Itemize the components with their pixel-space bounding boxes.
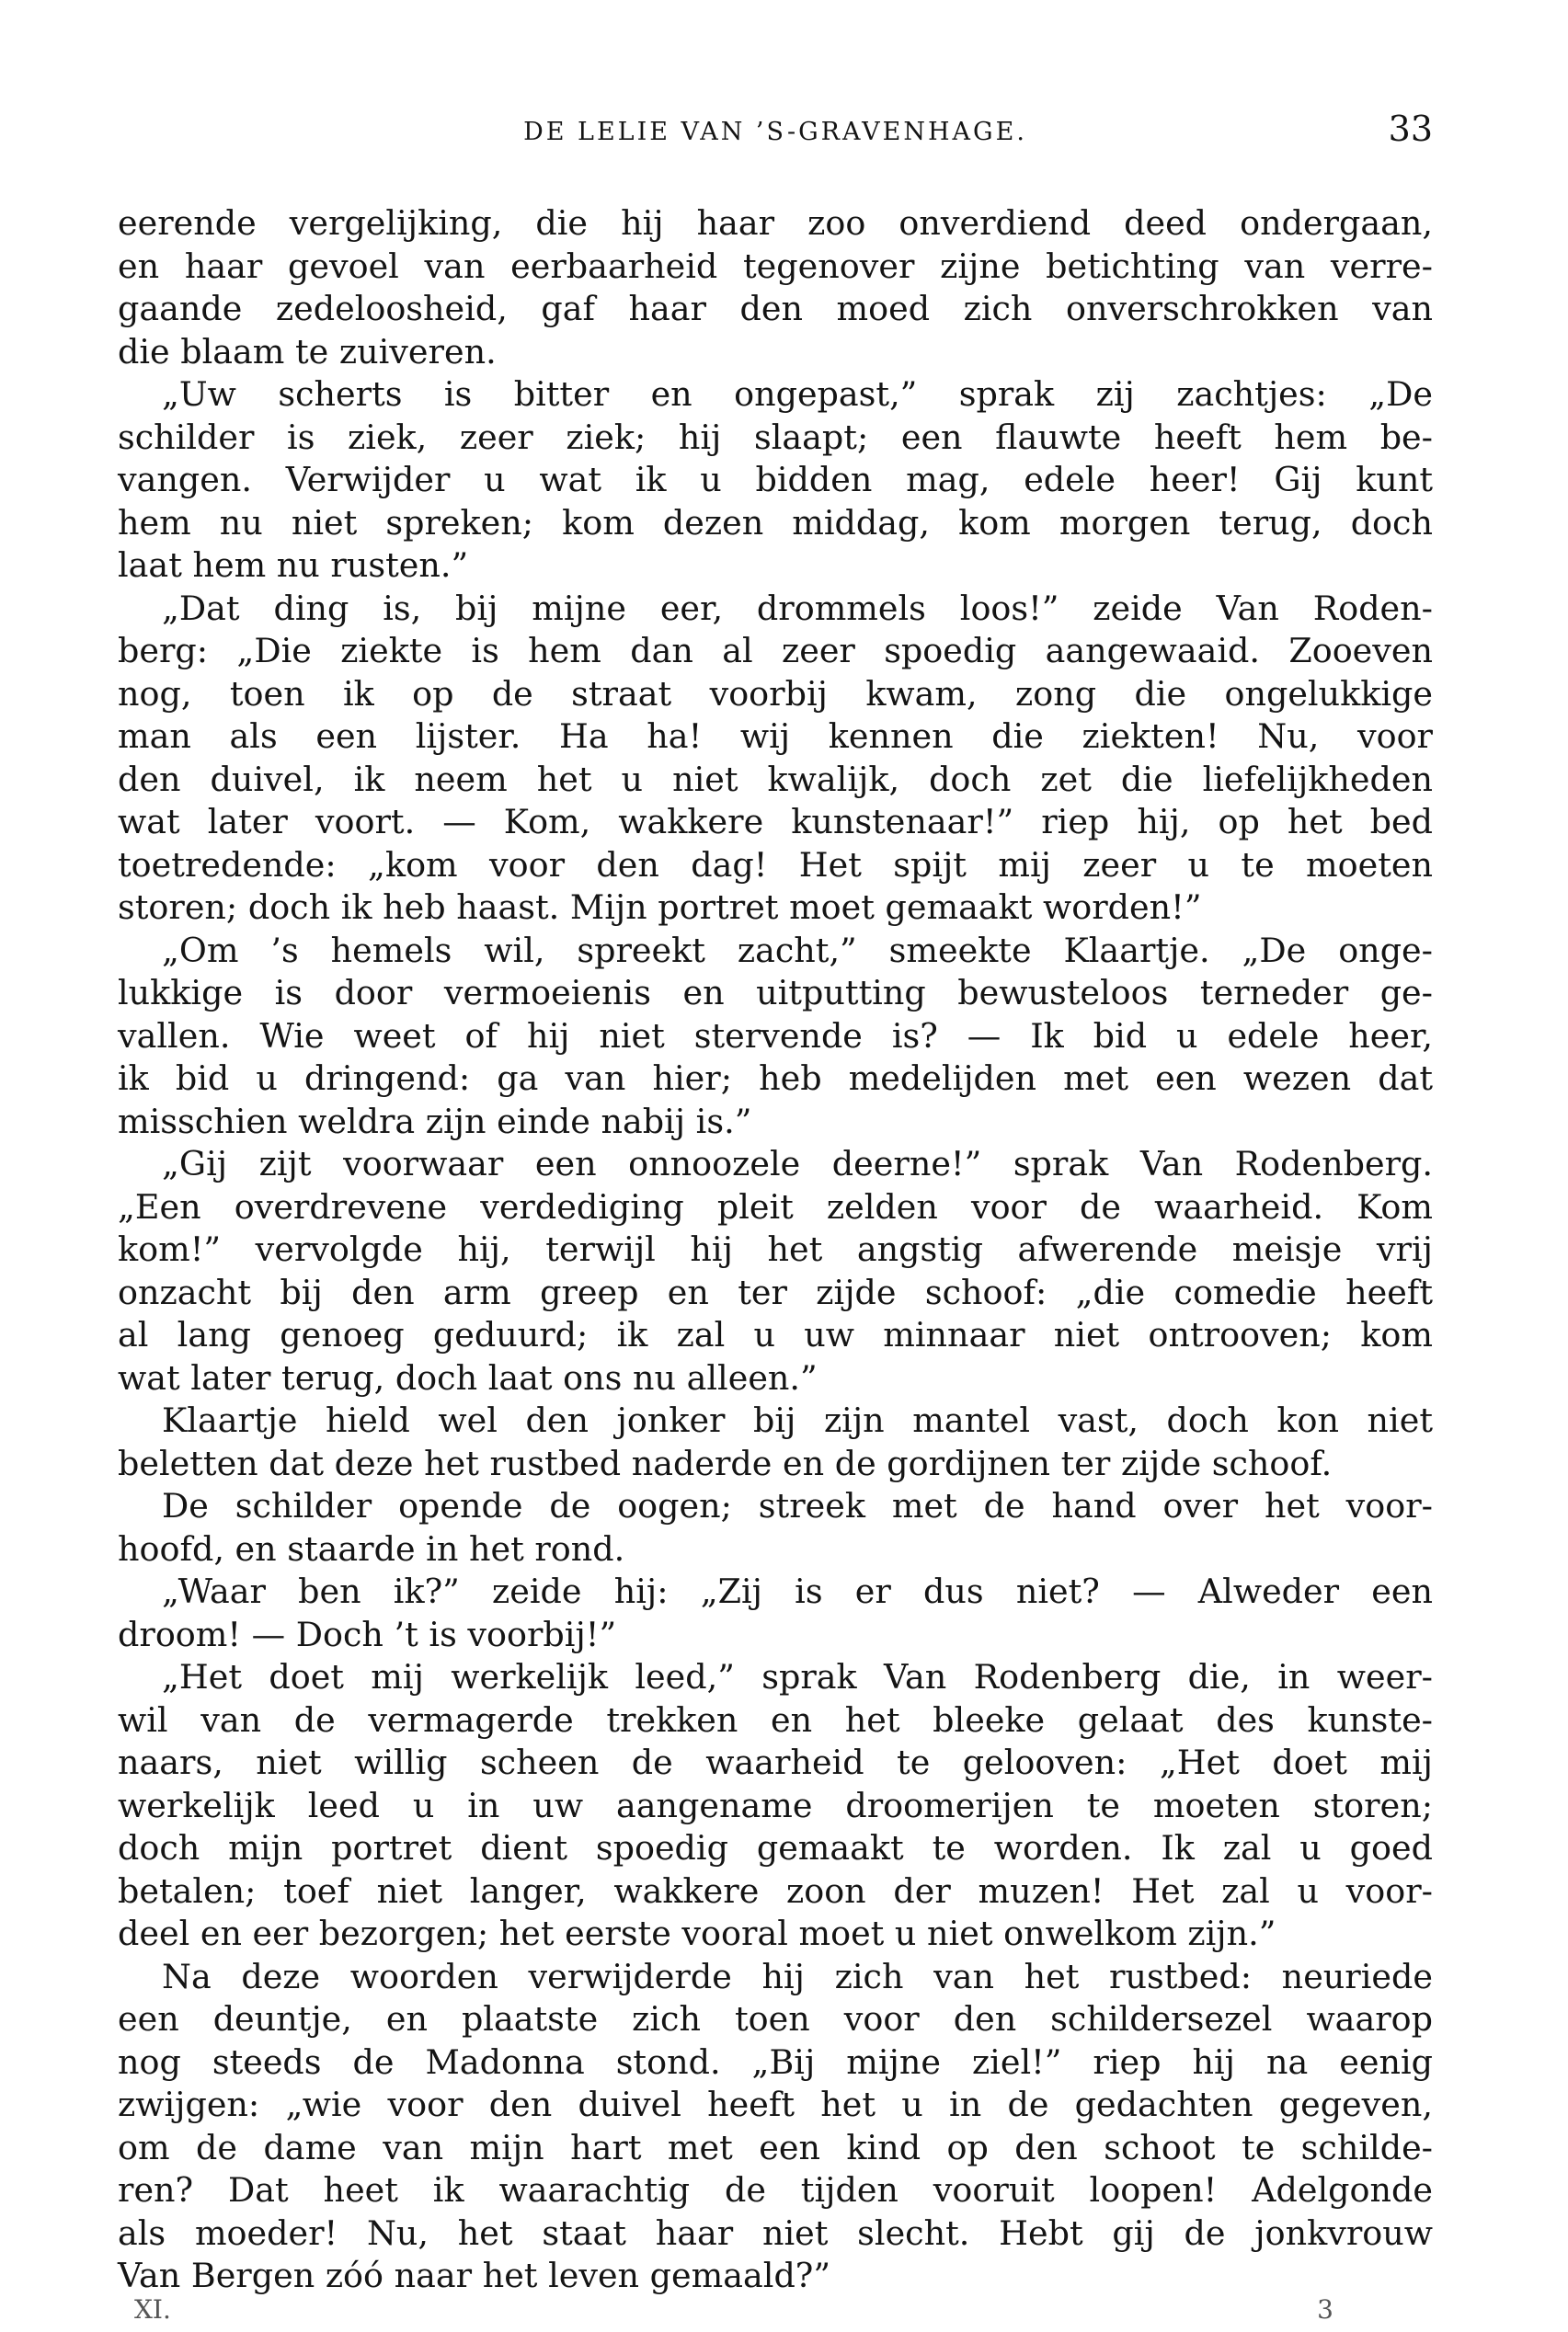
text-line: wat later terug, doch laat ons nu alleen.” xyxy=(118,1357,818,1398)
text-line: „Een overdrevene verdediging pleit zelden voor de waarheid. Kom xyxy=(118,1186,1433,1227)
text-line: doch mijn portret dient spoedig gemaakt te worden. Ik zal u goed xyxy=(118,1828,1433,1868)
text-line: den duivel, ik neem het u niet kwalijk, doch zet die liefelijkheden xyxy=(118,759,1433,799)
text-line: „Dat ding is, bij mijne eer, drommels loos!” zeide Van Roden- xyxy=(162,588,1433,628)
text-line: werkelijk leed u in uw aangename droomerijen te moeten storen; xyxy=(118,1785,1433,1825)
text-line: onzacht bij den arm greep en ter zijde schoof: „die comedie heeft xyxy=(118,1272,1433,1312)
page-number: 33 xyxy=(1388,109,1433,149)
text-line: ren? Dat heet ik waarachtig de tijden vooruit loopen! Adelgonde xyxy=(118,2170,1433,2210)
text-line: een deuntje, en plaatste zich toen voor den schildersezel waarop xyxy=(118,1999,1433,2039)
text-line: gaande zedeloosheid, gaf haar den moed zich onverschrokken van xyxy=(118,289,1433,328)
text-line: schilder is ziek, zeer ziek; hij slaapt; een flauwte heeft hem be- xyxy=(118,417,1433,457)
text-line: vangen. Verwijder u wat ik u bidden mag, edele heer! Gij kunt xyxy=(118,460,1433,499)
text-line: „Uw scherts is bitter en ongepast,” sprak zij zachtjes: „De xyxy=(162,374,1433,414)
text-line: beletten dat deze het rustbed naderde en de gordijnen ter zijde schoof. xyxy=(118,1443,1333,1483)
text-line: als moeder! Nu, het staat haar niet slecht. Hebt gij de jonkvrouw xyxy=(118,2212,1433,2253)
text-line: zwijgen: „wie voor den duivel heeft het u in de gedachten gegeven, xyxy=(118,2085,1433,2124)
text-line: deel en eer bezorgen; het eerste vooral moet u niet onwelkom zijn.” xyxy=(118,1914,1276,1953)
text-line: storen; doch ik heb haast. Mijn portret moet gemaakt worden!” xyxy=(118,887,1202,927)
text-line: misschien weldra zijn einde nabij is.” xyxy=(118,1101,752,1141)
text-line: Van Bergen zóó naar het leven gemaald?” xyxy=(118,2256,831,2295)
text-line: ik bid u dringend: ga van hier; heb medelijden met een wezen dat xyxy=(118,1058,1433,1098)
running-title: DE LELIE VAN ’S-GRAVENHAGE. xyxy=(523,118,1027,146)
signature-number: 3 xyxy=(1317,2294,1333,2325)
text-line: toetredende: „kom voor den dag! Het spijt mij zeer u te moeten xyxy=(118,844,1433,885)
text-line: eerende vergelijking, die hij haar zoo onverdiend deed ondergaan, xyxy=(118,203,1433,243)
text-line: „Waar ben ik?” zeide hij: „Zij is er dus niet? — Alweder een xyxy=(162,1572,1433,1611)
text-line: „Het doet mij werkelijk leed,” sprak Van Rodenberg die, in weer- xyxy=(162,1657,1433,1697)
text-line: nog steeds de Madonna stond. „Bij mijne ziel!” riep hij na eenig xyxy=(118,2041,1433,2082)
text-line: naars, niet willig scheen de waarheid te gelooven: „Het doet mij xyxy=(118,1743,1433,1782)
text-line: betalen; toef niet langer, wakkere zoon der muzen! Het zal u voor- xyxy=(118,1870,1433,1911)
page-footer xyxy=(118,2294,1433,2332)
text-line: vallen. Wie weet of hij niet stervende is? — Ik bid u edele heer, xyxy=(118,1015,1433,1056)
signature-mark: XI. xyxy=(134,2294,171,2325)
text-line: en haar gevoel van eerbaarheid tegenover zijne betichting van verre- xyxy=(118,246,1433,286)
text-line: hem nu niet spreken; kom dezen middag, kom morgen terug, doch xyxy=(118,502,1433,543)
text-line: al lang genoeg geduurd; ik zal u uw minnaar niet ontrooven; kom xyxy=(118,1315,1433,1355)
text-line: „Gij zijt voorwaar een onnoozele deerne!” sprak Van Rodenberg. xyxy=(162,1144,1433,1183)
text-line: laat hem nu rusten.” xyxy=(118,545,469,585)
body-text xyxy=(118,202,1433,2298)
text-line: die blaam te zuiveren. xyxy=(118,331,497,372)
text-line: Klaartje hield wel den jonker bij zijn mantel vast, doch kon niet xyxy=(162,1400,1433,1440)
text-line: hoofd, en staarde in het rond. xyxy=(118,1528,625,1569)
text-line: „Om ’s hemels wil, spreekt zacht,” smeekte Klaartje. „De onge- xyxy=(162,930,1433,970)
text-line: lukkige is door vermoeienis en uitputting bewusteloos terneder ge- xyxy=(118,973,1433,1012)
text-line: man als een lijster. Ha ha! wij kennen die ziekten! Nu, voor xyxy=(118,716,1433,756)
text-line: kom!” vervolgde hij, terwijl hij het angstig afwerende meisje vrij xyxy=(118,1229,1433,1269)
text-line: wat later voort. — Kom, wakkere kunstenaar!” riep hij, op het bed xyxy=(118,802,1433,841)
text-line: nog, toen ik op de straat voorbij kwam, zong die ongelukkige xyxy=(118,673,1433,714)
page-header xyxy=(118,109,1433,154)
text-line: droom! — Doch ’t is voorbij!” xyxy=(118,1614,617,1654)
text-line: wil van de vermagerde trekken en het bleeke gelaat des kunste- xyxy=(118,1699,1433,1740)
text-line: Na deze woorden verwijderde hij zich van het rustbed: neuriede xyxy=(162,1956,1433,1996)
text-line: berg: „Die ziekte is hem dan al zeer spoedig aangewaaid. Zooeven xyxy=(118,631,1433,670)
text-line: De schilder opende de oogen; streek met de hand over het voor- xyxy=(162,1486,1433,1526)
text-line: om de dame van mijn hart met een kind op den schoot te schilde- xyxy=(118,2127,1433,2167)
